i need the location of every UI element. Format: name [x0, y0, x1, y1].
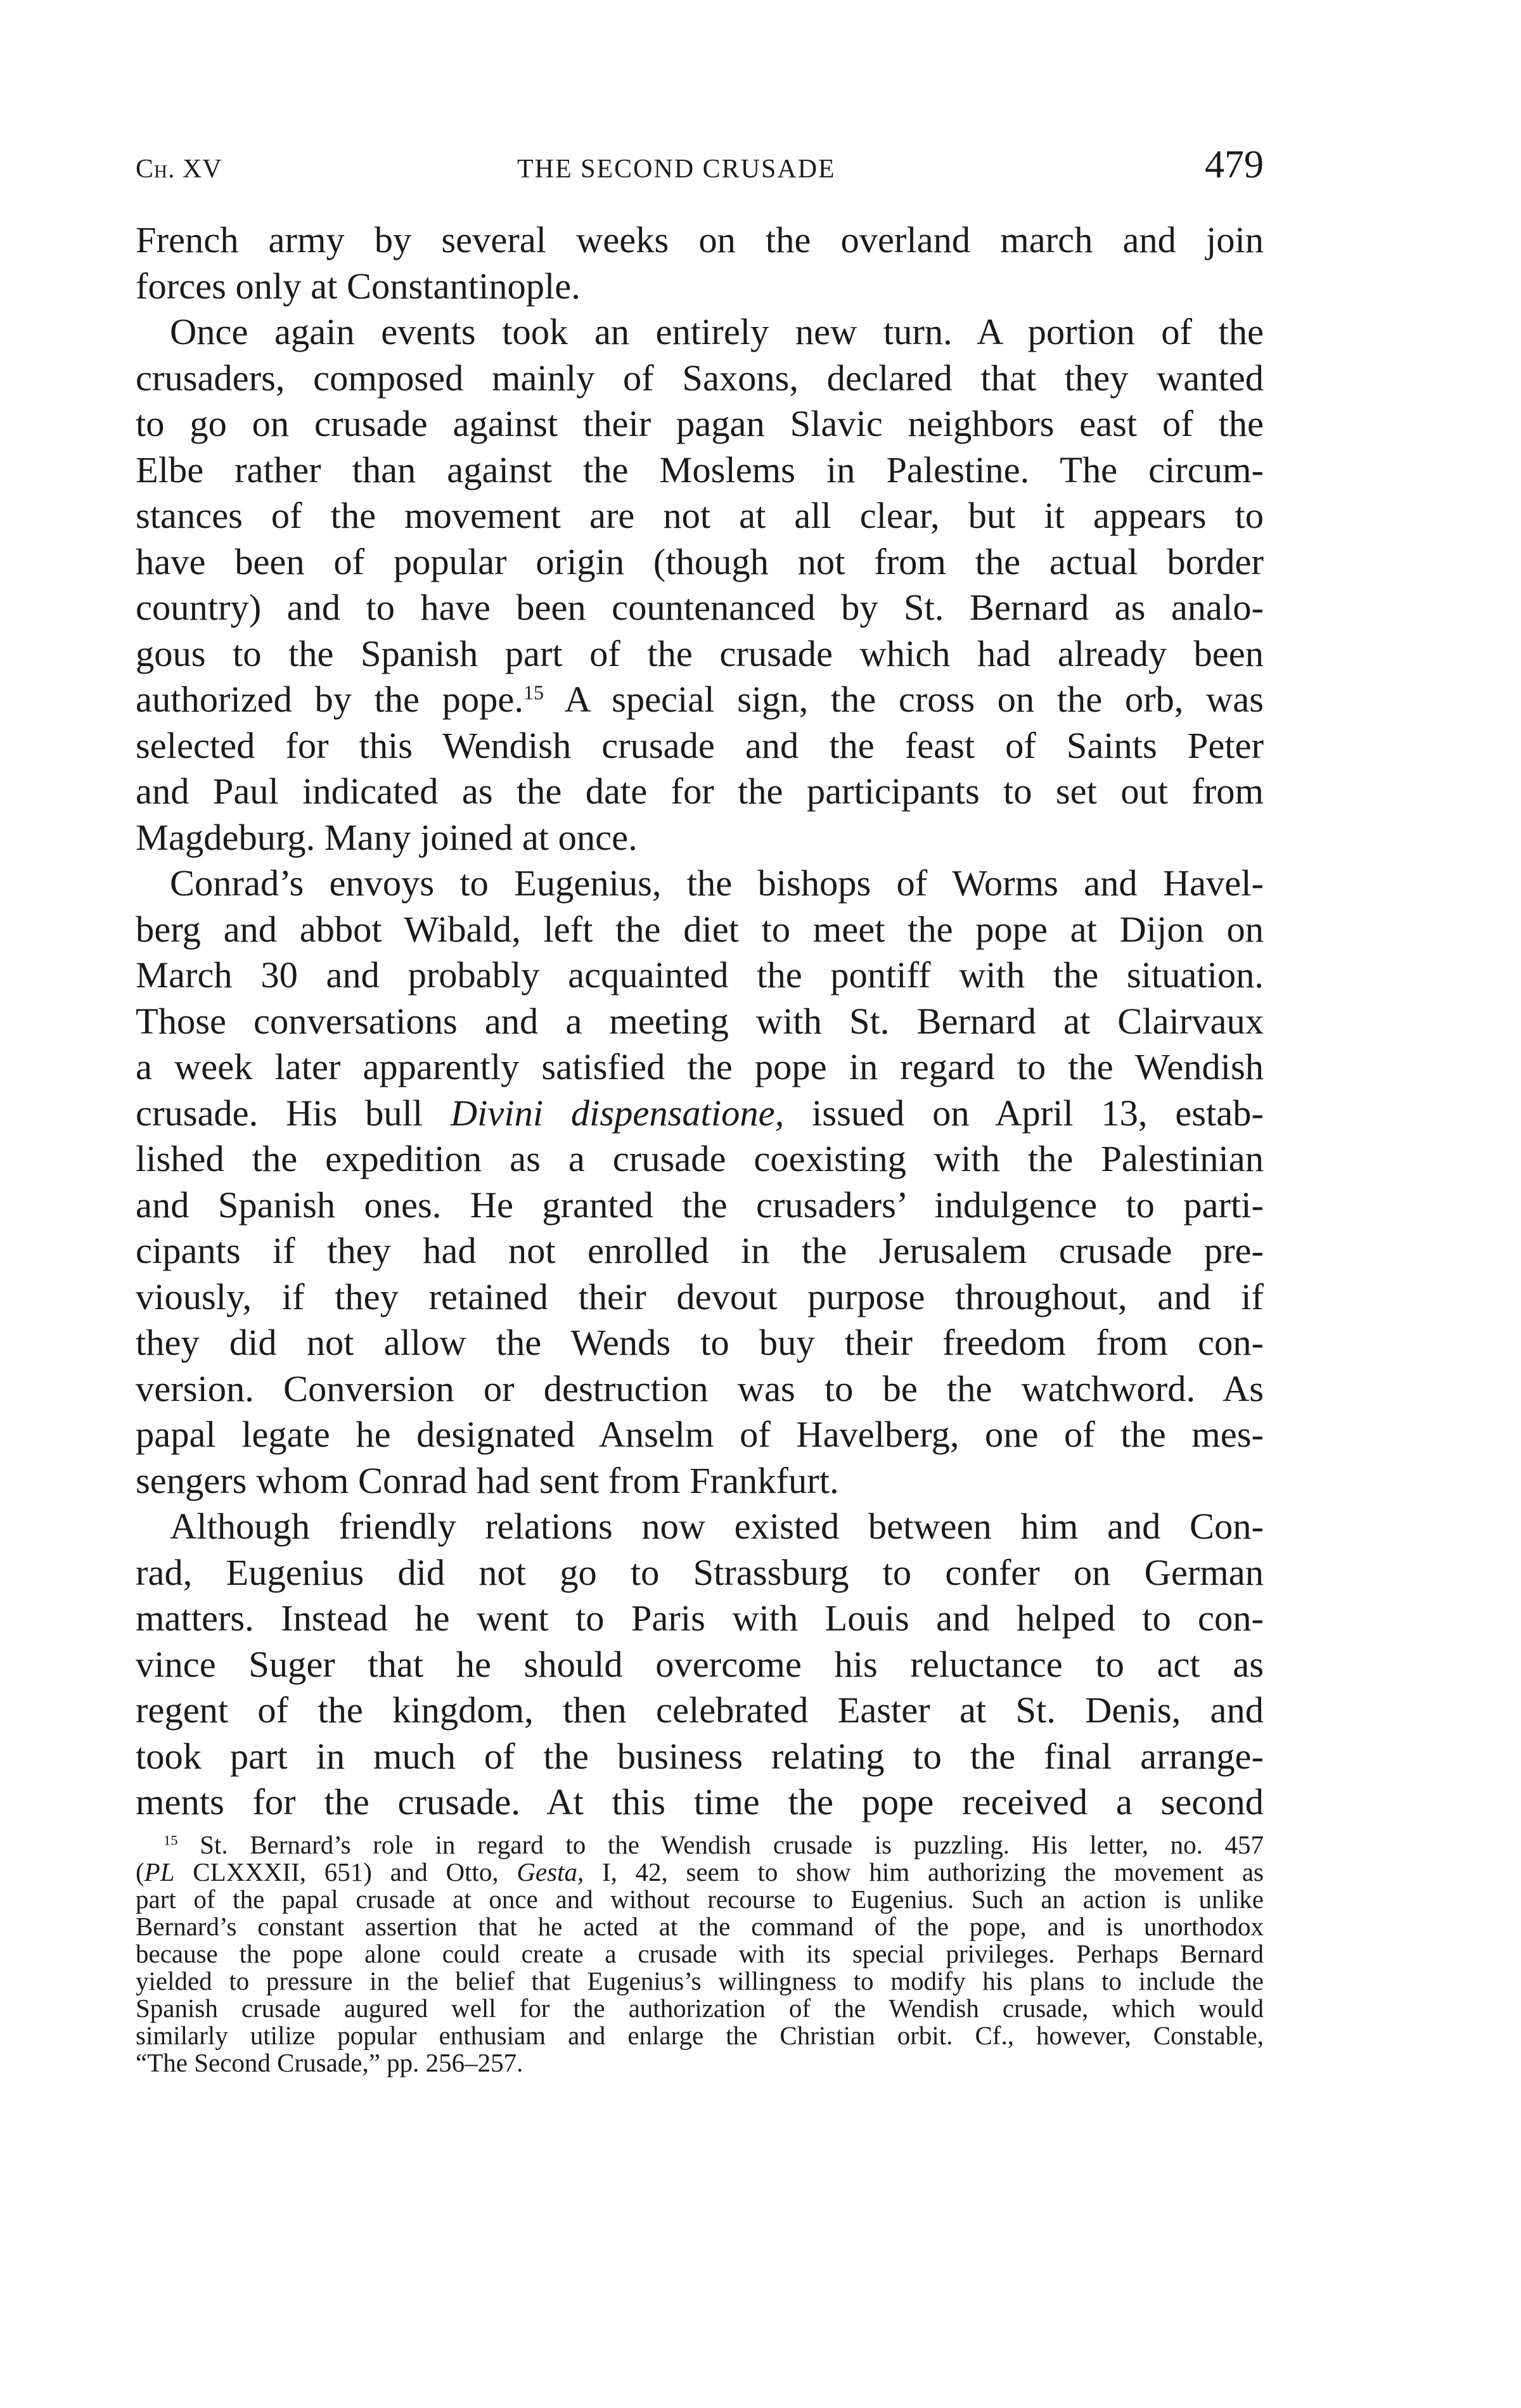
text-line: to go on crusade against their pagan Slavic neighbors east of the	[136, 403, 1264, 444]
text-line: and Spanish ones. He granted the crusaders’ indulgence to parti-	[136, 1184, 1264, 1226]
footnote-line: part of the papal crusade at once and without recourse to Eugenius. Such an action is unlike	[136, 1885, 1264, 1914]
text-line: berg and abbot Wibald, left the diet to meet the pope at Dijon on	[136, 908, 1264, 950]
footnote-line: Spanish crusade augured well for the authorization of the Wendish crusade, which would	[136, 1994, 1264, 2023]
footnote-line: “The Second Crusade,” pp. 256–257.	[136, 2048, 523, 2077]
text-line: Once again events took an entirely new turn. A portion of the	[170, 311, 1264, 352]
text-line: vince Suger that he should overcome his reluctance to act as	[136, 1643, 1264, 1685]
text-line: a week later apparently satisfied the pope in regard to the Wendish	[136, 1046, 1264, 1087]
text-line: French army by several weeks on the overland march and join	[136, 219, 1264, 260]
footnote-block	[136, 1831, 1264, 2077]
footnote-line	[136, 1859, 1264, 1886]
text-line: crusaders, composed mainly of Saxons, declared that they wanted	[136, 357, 1264, 399]
text-line: rad, Eugenius did not go to Strassburg to confer on German	[136, 1551, 1264, 1593]
text-line: papal legate he designated Anselm of Havelberg, one of the mes-	[136, 1414, 1264, 1455]
text-line: Magdeburg. Many joined at once.	[136, 816, 638, 858]
text-segment: authorized by the pope.	[136, 679, 523, 720]
text-line: have been of popular origin (though not from the actual border	[136, 541, 1264, 582]
footnote-reference: 15	[523, 681, 544, 704]
page-number: 479	[1205, 143, 1264, 186]
text-line: Elbe rather than against the Moslems in Palestine. The circum-	[136, 449, 1264, 490]
text-line: regent of the kingdom, then celebrated Easter at St. Denis, and	[136, 1689, 1264, 1731]
footnote-line: yielded to pressure in the belief that Eugenius’s willingness to modify his plans to include the	[136, 1966, 1264, 1995]
footnote-line: Bernard’s constant assertion that he acted at the command of the pope, and is unorthodox	[136, 1912, 1264, 1941]
running-header	[136, 143, 1264, 200]
footnote-text: I, 42, seem to show him authorizing the movement as	[584, 1857, 1264, 1886]
text-line	[136, 677, 1264, 723]
text-line: country) and to have been countenanced by St. Bernard as analo-	[136, 587, 1264, 628]
footnote-marker: 15	[164, 1832, 178, 1848]
footnote-text: St. Bernard’s role in regard to the Wendish crusade is puzzling. His letter, no. 457	[177, 1830, 1264, 1859]
footnote-citation: Gesta,	[517, 1857, 584, 1886]
text-line: gous to the Spanish part of the crusade which had already been	[136, 632, 1264, 674]
text-line: Conrad’s envoys to Eugenius, the bishops of Worms and Havel-	[170, 862, 1264, 904]
text-line: lished the expedition as a crusade coexisting with the Palestinian	[136, 1138, 1264, 1179]
text-line: cipants if they had not enrolled in the Jerusalem crusade pre-	[136, 1230, 1264, 1271]
text-line: March 30 and probably acquainted the pontiff with the situation.	[136, 954, 1264, 996]
text-line: they did not allow the Wends to buy their freedom from con-	[136, 1322, 1264, 1363]
text-line: matters. Instead he went to Paris with Louis and helped to con-	[136, 1598, 1264, 1639]
text-line: Although friendly relations now existed between him and Con-	[170, 1506, 1264, 1547]
footnote-line: similarly utilize popular enthusiam and enlarge the Christian orbit. Cf., however, Constable,	[136, 2021, 1264, 2050]
text-segment: crusade. His bull	[136, 1092, 451, 1134]
running-title: THE SECOND CRUSADE	[517, 155, 836, 184]
chapter-label: Ch. XV	[136, 155, 222, 184]
footnote-text: (	[136, 1857, 144, 1886]
text-line	[136, 1091, 1264, 1137]
text-line: took part in much of the business relating to the final arrange-	[136, 1735, 1264, 1777]
text-line: sengers whom Conrad had sent from Frankfurt.	[136, 1459, 839, 1501]
footnote-line: because the pope alone could create a crusade with its special privileges. Perhaps Bernard	[136, 1939, 1264, 1968]
text-line: version. Conversion or destruction was to be the watchword. As	[136, 1367, 1264, 1409]
footnote-text: CLXXXII, 651) and Otto,	[174, 1857, 517, 1886]
footnote-line	[136, 1831, 1264, 1859]
footnote-citation: PL	[144, 1857, 175, 1886]
text-line: forces only at Constantinople.	[136, 265, 581, 307]
text-line: stances of the movement are not at all clear, but it appears to	[136, 495, 1264, 536]
text-segment: issued on April 13, estab-	[784, 1092, 1264, 1134]
text-segment: A special sign, the cross on the orb, was	[544, 679, 1264, 720]
text-line: selected for this Wendish crusade and the feast of Saints Peter	[136, 724, 1264, 766]
bull-title: Divini dispensatione,	[450, 1092, 785, 1134]
text-line: viously, if they retained their devout purpose throughout, and if	[136, 1276, 1264, 1317]
text-line: ments for the crusade. At this time the pope received a second	[136, 1781, 1264, 1822]
text-line: and Paul indicated as the date for the participants to set out from	[136, 771, 1264, 812]
text-line: Those conversations and a meeting with St. Bernard at Clairvaux	[136, 1000, 1264, 1042]
body-text	[136, 217, 1264, 1826]
